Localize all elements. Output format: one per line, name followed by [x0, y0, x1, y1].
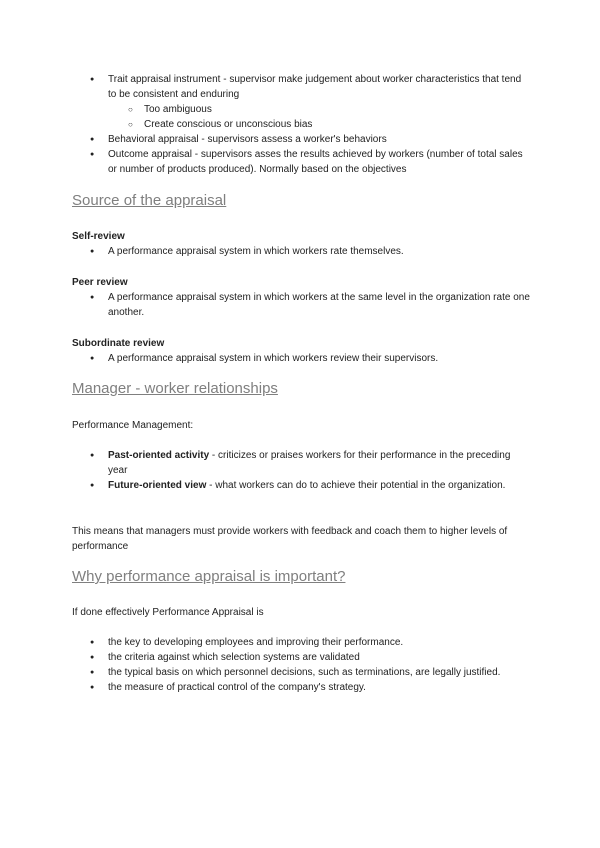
self-review-list [72, 244, 532, 259]
past-oriented-term: Past-oriented activity [108, 450, 210, 461]
future-oriented-desc: - what workers can do to achieve their potential in the organization. [206, 480, 506, 491]
feedback-paragraph: This means that managers must provide workers with feedback and coach them to higher levels of performance [72, 526, 508, 552]
subordinate-review-list [72, 351, 532, 366]
list-item [72, 72, 532, 132]
list-item: ● A performance appraisal system in which workers rate themselves. [72, 244, 532, 259]
section-heading-manager: Manager - worker relationships [72, 380, 278, 397]
appraisal-types-list [72, 72, 532, 177]
why-intro: If done effectively Performance Appraisal is [72, 607, 264, 618]
self-review-title: Self-review [72, 231, 125, 242]
performance-management-label: Performance Management: [72, 420, 194, 431]
why-list [72, 635, 532, 695]
past-oriented-desc: - criticizes or praises workers for their performance in the preceding year [108, 450, 511, 476]
list-item: ● Outcome appraisal - supervisors asses the results achieved by workers (number of total sales or number of products produced). Normally based on the objectives [72, 147, 532, 177]
peer-review-list [72, 290, 532, 320]
section-heading-why: Why performance appraisal is important? [72, 568, 346, 585]
future-oriented-term: Future-oriented view [108, 480, 207, 491]
performance-management-list [72, 448, 532, 493]
list-item [72, 448, 532, 478]
list-item: ● the typical basis on which personnel decisions, such as terminations, are legally justified. [72, 665, 532, 680]
list-item: ● the key to developing employees and improving their performance. [72, 635, 532, 650]
list-item: ● A performance appraisal system in which workers at the same level in the organization rate one another. [72, 290, 532, 320]
sub-list-item: ○ Create conscious or unconscious bias [72, 117, 532, 132]
section-heading-source: Source of the appraisal [72, 192, 227, 209]
list-item: ● Behavioral appraisal - supervisors assess a worker's behaviors [72, 132, 532, 147]
list-item: ● A performance appraisal system in which workers review their supervisors. [72, 351, 532, 366]
list-item [72, 478, 532, 493]
list-item-text: Trait appraisal instrument - supervisor make judgement about worker characteristics that tend to be consistent and enduring [108, 74, 522, 100]
subordinate-review-title: Subordinate review [72, 338, 165, 349]
list-item: ● the measure of practical control of the company's strategy. [72, 680, 532, 695]
list-item: ● the criteria against which selection systems are validated [72, 650, 532, 665]
peer-review-title: Peer review [72, 277, 128, 288]
sub-list-item: ○ Too ambiguous [72, 102, 532, 117]
